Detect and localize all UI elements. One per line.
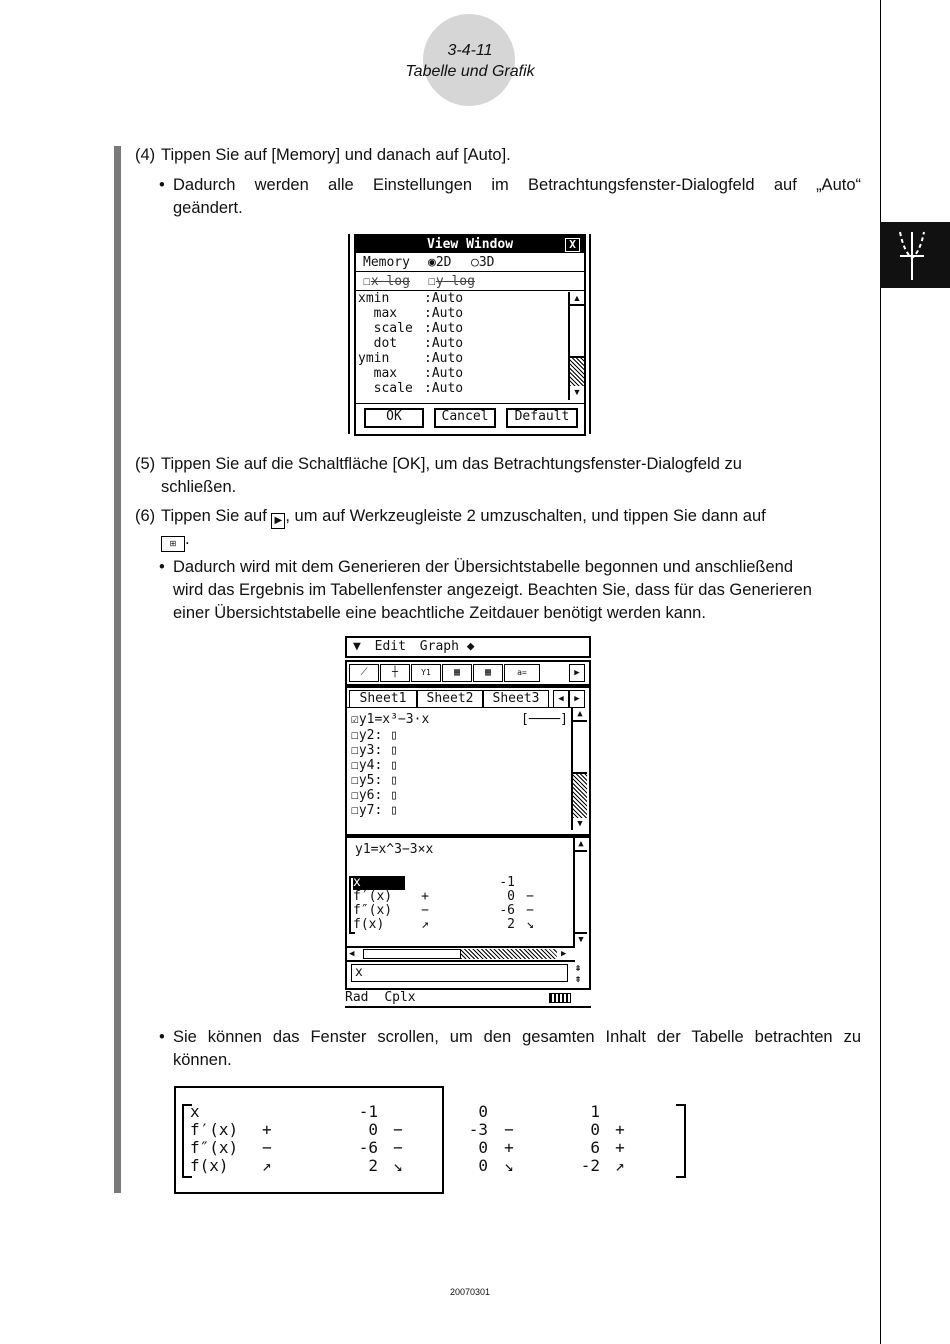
table-cell: − — [526, 903, 534, 918]
table-cell: 0 — [478, 1138, 488, 1157]
setting-value: Auto — [431, 321, 464, 336]
radio-3d[interactable]: ○3D — [471, 255, 495, 270]
table-cell: + — [262, 1120, 272, 1139]
step-6-bullet-line1: Dadurch wird mit dem Generieren der Übersichtstabelle begonnen und anschließend — [173, 558, 794, 576]
table-row — [353, 890, 563, 904]
function-text: y2: — [358, 728, 383, 743]
step-5-line2: schließen. — [161, 478, 237, 496]
setting-value: Auto — [431, 291, 464, 306]
ok-button[interactable]: OK — [364, 408, 424, 428]
calculator-screenshot — [345, 636, 591, 1008]
table-cell: − — [504, 1120, 514, 1139]
date-code: 20070301 — [449, 1287, 491, 1297]
function-text: y4: — [358, 758, 383, 773]
tab-sheet1[interactable]: Sheet1 — [349, 690, 417, 707]
table-cell: 1 — [590, 1102, 600, 1121]
graph-icon[interactable]: ⟋ — [349, 664, 379, 682]
table-cell: -1 — [358, 1102, 378, 1121]
setting-row[interactable]: max :Auto — [358, 306, 464, 321]
scroll-track[interactable] — [570, 358, 584, 386]
scroll-down-icon[interactable]: ▼ — [578, 935, 584, 945]
function-text: y3: — [358, 743, 383, 758]
default-button[interactable]: Default — [506, 408, 578, 428]
view-window-dialog — [354, 234, 586, 436]
table-row — [353, 904, 563, 918]
setting-name: max — [358, 306, 398, 321]
setting-row[interactable]: max :Auto — [358, 366, 464, 381]
setting-row[interactable]: ymin :Auto — [358, 351, 464, 366]
bullet-icon: • — [159, 1028, 165, 1046]
status-mode: Cplx — [384, 990, 416, 1005]
status-bar — [345, 990, 591, 1008]
menu-bar — [345, 636, 591, 658]
table-title: y1=x^3−3×x — [355, 842, 434, 857]
graph-table-icon[interactable]: ▦ — [442, 664, 472, 682]
table-cell: − — [393, 1138, 403, 1157]
table-row — [353, 876, 563, 890]
table-cell: − — [262, 1138, 272, 1157]
function-text: y7: — [358, 803, 383, 818]
setting-name: xmin — [358, 291, 390, 306]
table-cell[interactable]: x — [353, 876, 405, 890]
step-6-text-a: Tippen Sie auf — [161, 507, 272, 525]
table-icon[interactable]: Y1 — [411, 664, 441, 682]
xlog-label: x-log — [370, 274, 410, 289]
setting-row[interactable]: dot :Auto — [358, 336, 464, 351]
menu-graph[interactable]: Graph — [419, 639, 459, 654]
scroll-left-icon[interactable]: ◀ — [349, 949, 355, 959]
table-cell: 0 — [478, 1156, 488, 1175]
table-row — [190, 1157, 640, 1175]
divider — [347, 707, 571, 708]
setting-value: Auto — [431, 381, 464, 396]
function-row[interactable]: ☐y3: ▯ — [351, 743, 398, 758]
setting-name: scale — [358, 381, 413, 396]
table-cell: -3 — [468, 1120, 488, 1139]
close-button[interactable]: X — [565, 238, 580, 252]
table-cell: ↘ — [504, 1156, 514, 1175]
step-4-bullet-line1: Dadurch werden alle Einstellungen im Betrachtungsfenster-Dialogfeld auf „Auto“ — [173, 176, 861, 194]
function-text: y1=x³−3·x — [358, 712, 430, 727]
function-text: y6: — [358, 788, 383, 803]
vertical-scrollbar[interactable] — [568, 292, 584, 400]
table-cell: f(x) — [190, 1156, 229, 1175]
table-cell: 0 — [478, 1102, 488, 1121]
tab-next-icon[interactable]: ▶ — [569, 690, 585, 708]
setting-row[interactable]: scale :Auto — [358, 381, 464, 396]
scroll-track[interactable] — [461, 949, 557, 959]
scroll-track[interactable] — [573, 774, 587, 818]
function-row[interactable]: ☐y5: ▯ — [351, 773, 398, 788]
setting-name: scale — [358, 321, 413, 336]
toolbar — [345, 660, 591, 686]
setting-value: Auto — [431, 351, 464, 366]
scroll-up-icon[interactable]: ▲ — [577, 709, 583, 719]
step-6-text-end: . — [185, 530, 190, 548]
table-row — [353, 918, 563, 932]
setting-name: max — [358, 366, 398, 381]
table-row — [190, 1139, 640, 1157]
function-row[interactable]: ☐y7: ▯ — [351, 803, 398, 818]
radio-2d[interactable]: ◉2D — [428, 255, 452, 270]
table-window — [345, 836, 591, 990]
table-cell: + — [615, 1138, 625, 1157]
vertical-scrollbar[interactable] — [571, 708, 587, 830]
step-6-line1 — [161, 505, 766, 529]
step-7-bullet-line1: Sie können das Fenster scrollen, um den gesamten Inhalt der Tabelle betrachten zu — [173, 1028, 861, 1046]
view-window-screenshot — [348, 234, 590, 434]
table-row — [190, 1121, 640, 1139]
section-title: Tabelle und Grafik — [405, 63, 535, 80]
header-circle — [423, 14, 515, 106]
table-cell: 0 — [507, 889, 515, 904]
table-cell: + — [615, 1120, 625, 1139]
table-cell: f″(x) — [353, 903, 393, 918]
toolbar-switch-icon: ▶ — [271, 513, 285, 529]
table-cell: − — [393, 1120, 403, 1139]
tab-sheet2[interactable]: Sheet2 — [417, 690, 483, 708]
table-cell: f(x) — [353, 917, 385, 932]
table-row — [190, 1103, 640, 1121]
function-row[interactable]: ☑y1=x³−3·x [────] — [351, 712, 568, 727]
setting-value: Auto — [431, 306, 464, 321]
table-right-bracket — [676, 1104, 686, 1178]
setting-name: dot — [358, 336, 398, 351]
graph-table-icon — [880, 222, 950, 288]
table-cell: 0 — [590, 1120, 600, 1139]
table-cell: -1 — [499, 875, 515, 890]
function-row[interactable]: ☐y2: ▯ — [351, 728, 398, 743]
vertical-scrollbar[interactable] — [573, 838, 587, 946]
table-cell: ↘ — [393, 1156, 403, 1175]
tab-prev-icon[interactable]: ◀ — [553, 690, 569, 708]
full-summary-table — [190, 1103, 640, 1175]
table-bracket — [349, 876, 355, 934]
toolbar-next-icon[interactable]: ▶ — [569, 664, 585, 682]
input-field[interactable]: x — [351, 964, 568, 982]
step-6-number: (6) — [135, 507, 156, 525]
table-cell: 0 — [368, 1120, 378, 1139]
table-cell: 6 — [590, 1138, 600, 1157]
table-cell: − — [421, 903, 429, 918]
input-scroll-icon[interactable]: ⇞ ⇟ — [574, 961, 582, 985]
cancel-button[interactable]: Cancel — [434, 408, 496, 428]
table-cell: f′(x) — [190, 1120, 239, 1139]
xlog-checkbox[interactable]: ☐x-log — [363, 274, 410, 289]
step-7-bullet-line2: können. — [173, 1051, 232, 1069]
setting-name: ymin — [358, 351, 390, 366]
table-cell: 2 — [507, 917, 515, 932]
scroll-thumb[interactable] — [573, 720, 587, 774]
function-text: y5: — [358, 773, 383, 788]
split-graph-icon[interactable]: ┼ — [380, 664, 410, 682]
status-angle: Rad — [345, 990, 369, 1005]
memory-label: Memory — [363, 255, 410, 270]
setting-value: Auto — [431, 336, 464, 351]
setting-row[interactable]: xmin :Auto — [358, 291, 464, 306]
step-6-line2 — [161, 528, 190, 552]
dialog-title: View Window — [356, 236, 584, 253]
menu-icon[interactable]: ▼ — [353, 639, 361, 654]
graph-table-plus-icon[interactable]: ▦ — [473, 664, 503, 682]
table-cell: f″(x) — [190, 1138, 239, 1157]
scroll-thumb[interactable] — [570, 304, 584, 358]
scroll-thumb[interactable] — [575, 850, 587, 934]
summary-table — [353, 876, 563, 932]
ylog-checkbox[interactable]: ☐y-log — [428, 274, 475, 289]
page-edge-line — [880, 0, 881, 1344]
scroll-thumb[interactable] — [363, 949, 461, 959]
function-editor — [345, 686, 591, 836]
radio-2d-label: 2D — [435, 255, 452, 270]
table-cell: 2 — [368, 1156, 378, 1175]
function-row[interactable]: ☐y4: ▯ — [351, 758, 398, 773]
step-4-number: (4) — [135, 146, 156, 164]
assign-icon[interactable]: a= — [504, 664, 540, 682]
ylog-label: y-log — [435, 274, 475, 289]
menu-more-icon[interactable]: ◆ — [466, 639, 475, 654]
summary-table-icon: ⊞ — [161, 536, 185, 552]
scroll-down-icon[interactable]: ▼ — [577, 819, 583, 829]
change-bar — [114, 146, 121, 1193]
line-style-icon[interactable]: [────] — [521, 712, 568, 727]
table-cell: ↗ — [421, 917, 429, 932]
table-cell: + — [504, 1138, 514, 1157]
bullet-icon: • — [159, 558, 165, 576]
function-list — [351, 712, 571, 818]
scroll-right-icon[interactable]: ▶ — [561, 949, 567, 959]
chapter-tab — [880, 222, 950, 288]
radio-3d-label: 3D — [478, 255, 495, 270]
tab-sheet3[interactable]: Sheet3 — [483, 690, 549, 708]
setting-row[interactable]: scale :Auto — [358, 321, 464, 336]
table-cell: ↗ — [262, 1156, 272, 1175]
divider — [356, 403, 584, 404]
table-cell: x — [190, 1102, 200, 1121]
setting-value: Auto — [431, 366, 464, 381]
divider — [356, 271, 584, 272]
settings-list — [358, 291, 566, 403]
step-6-bullet-line3: einer Übersichtstabelle eine beachtliche Zeitdauer benötigt werden kann. — [173, 604, 706, 622]
step-4-text: Tippen Sie auf [Memory] und danach auf [Auto]. — [161, 146, 511, 164]
table-cell: f′(x) — [353, 889, 393, 904]
scroll-down-icon[interactable]: ▼ — [572, 387, 582, 397]
step-5-number: (5) — [135, 455, 156, 473]
step-6-bullet-line2: wird das Ergebnis im Tabellenfenster angezeigt. Beachten Sie, dass für das Generieren — [173, 581, 812, 599]
bullet-icon: • — [159, 176, 165, 194]
step-5-line1: Tippen Sie auf die Schaltfläche [OK], um das Betrachtungsfenster-Dialogfeld zu — [161, 455, 742, 473]
table-cell: -6 — [358, 1138, 378, 1157]
table-cell: + — [421, 889, 429, 904]
page-number: 3-4-11 — [447, 42, 493, 59]
step-4-bullet-line2: geändert. — [173, 199, 243, 217]
table-cell: -2 — [580, 1156, 600, 1175]
table-cell: ↘ — [526, 917, 534, 932]
table-cell: ↗ — [615, 1156, 625, 1175]
scroll-up-icon[interactable]: ▲ — [572, 293, 582, 303]
table-cell: -6 — [499, 903, 515, 918]
horizontal-scrollbar[interactable] — [347, 946, 575, 962]
battery-icon — [549, 993, 571, 1003]
memory-button[interactable] — [363, 255, 410, 270]
menu-edit[interactable]: Edit — [374, 639, 406, 654]
function-row[interactable]: ☐y6: ▯ — [351, 788, 398, 803]
scroll-up-icon[interactable]: ▲ — [578, 839, 584, 849]
step-6-text-b: , um auf Werkzeugleiste 2 umzuschalten, und tippen Sie dann auf — [285, 507, 766, 525]
table-cell: − — [526, 889, 534, 904]
